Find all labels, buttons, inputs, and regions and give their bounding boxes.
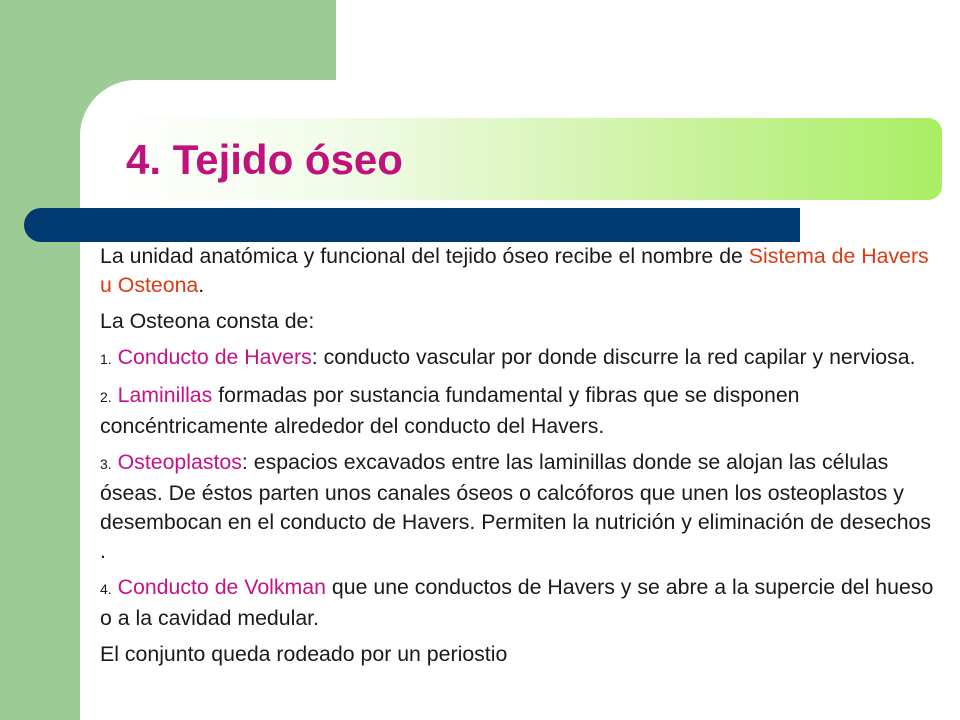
item-term: Osteoplastos (117, 450, 242, 474)
item-term: Conducto de Havers (117, 345, 312, 369)
item-text: que une conductos de Havers y se abre a la supercie del hueso o a la cavidad medular. (100, 575, 934, 630)
item-number: 2. (100, 389, 112, 405)
intro-highlight: Sistema de Havers u Osteona (100, 244, 929, 297)
slide-title: 4. Tejido óseo (126, 136, 403, 183)
list-item (100, 448, 940, 566)
item-text: formadas por sustancia fundamental y fibras que se disponen concéntricamente alrededor del conducto del Havers. (100, 383, 800, 438)
intro-text-end: . (198, 273, 205, 297)
item-text: : espacios excavados entre las laminillas donde se alojan las células óseas. De éstos parten unos canales óseos o calcóforos que unen los osteoplastos y desembocan en el conducto de Havers. Permiten la nutrición y eliminación de desechos . (100, 450, 932, 563)
title-underline-bar (24, 208, 800, 242)
list-item (100, 381, 940, 441)
intro-paragraph (100, 242, 940, 300)
item-number: 1. (100, 351, 112, 367)
intro-text: La unidad anatómica y funcional del tejido óseo recibe el nombre de (100, 244, 749, 268)
item-text: : conducto vascular por donde discurre la red capilar y nerviosa. (311, 345, 916, 369)
item-number: 3. (100, 456, 112, 472)
list-item (100, 343, 940, 374)
item-number: 4. (100, 581, 112, 597)
item-term: Conducto de Volkman (117, 575, 326, 599)
slide-body (100, 242, 940, 676)
item-term: Laminillas (117, 383, 213, 407)
consta-paragraph: La Osteona consta de: (100, 309, 315, 333)
list-item (100, 573, 940, 633)
closing-paragraph: El conjunto queda rodeado por un periostio (100, 642, 508, 666)
